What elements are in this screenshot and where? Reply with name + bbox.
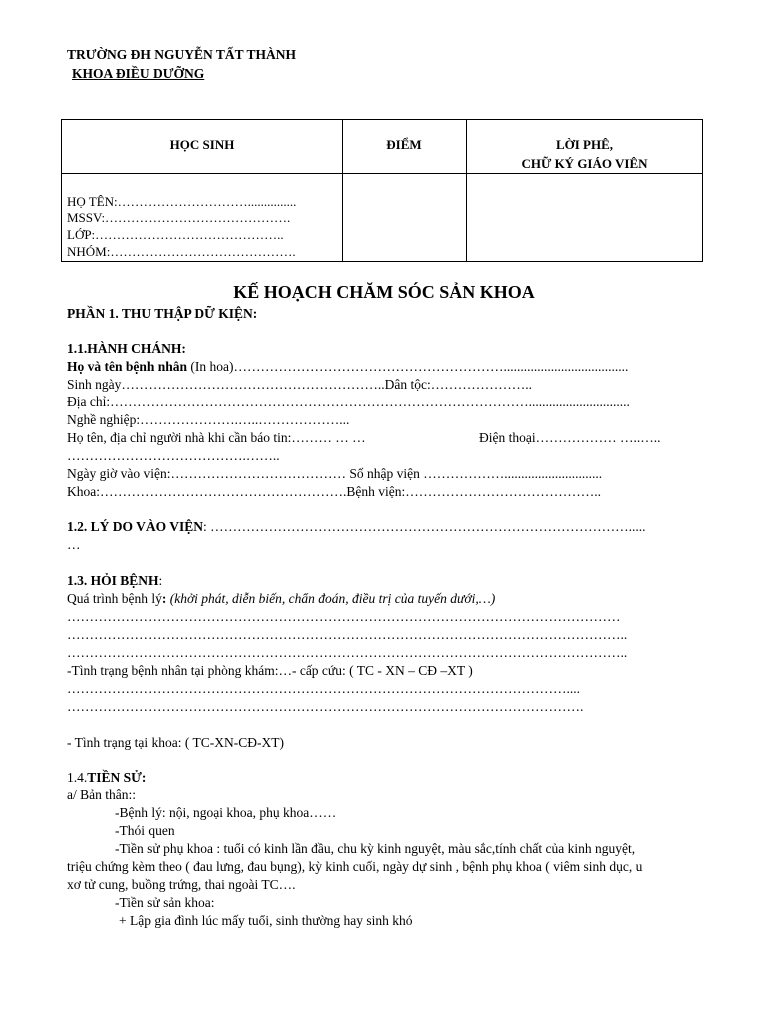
obstetric-history-line: -Tiền sử sản khoa: bbox=[115, 895, 215, 910]
col-header-signature: CHỮ KÝ GIÁO VIÊN bbox=[521, 156, 648, 171]
section-1-3-line bbox=[67, 573, 162, 589]
history-dots-3: …………………………………………………………………………………………………………….. bbox=[67, 645, 628, 660]
job-line: Nghề nghiệp:………………….…..………………... bbox=[67, 412, 350, 427]
col-header-student: HỌC SINH bbox=[169, 137, 235, 152]
self-history-line: a/ Bản thân:: bbox=[67, 787, 136, 802]
history-label: Quá trình bệnh lý bbox=[67, 591, 162, 606]
col-header-score: ĐIỂM bbox=[386, 137, 422, 152]
student-id-field: MSSV:……………………………………. bbox=[67, 210, 291, 225]
relative-continued-line: ………………………………….…….. bbox=[67, 448, 280, 463]
document-title: KẾ HOẠCH CHĂM SÓC SẢN KHOA bbox=[233, 282, 535, 302]
history-dots-2: …………………………………………………………………………………………………………….. bbox=[67, 627, 628, 642]
grade-table bbox=[61, 119, 703, 262]
part-heading: PHẦN 1. THU THẬP DỮ KIỆN: bbox=[67, 306, 258, 321]
section-1-3-colon: : bbox=[158, 573, 163, 588]
history-colon: : bbox=[161, 591, 170, 606]
student-name-field: HỌ TÊN:…………………………............... bbox=[67, 194, 297, 209]
faculty-name: KHOA ĐIỀU DƯỠNG bbox=[72, 66, 205, 81]
disease-line: -Bệnh lý: nội, ngoại khoa, phụ khoa…… bbox=[115, 805, 337, 820]
obstetric-history-item: + Lập gia đình lúc mấy tuổi, sinh thường hay sinh khó bbox=[119, 913, 413, 928]
department-line: Khoa:……………………………………………….Bệnh viện:…………………………………….. bbox=[67, 484, 601, 499]
clinic-status-line: -Tình trạng bệnh nhân tại phòng khám:…- cấp cứu: ( TC - XN – CĐ –XT ) bbox=[67, 663, 473, 678]
reason-dots: : …………………………………………………………………………………..... bbox=[203, 519, 646, 534]
patient-name-line bbox=[67, 359, 628, 375]
section-1-3-heading: 1.3. HỎI BỆNH bbox=[67, 573, 159, 588]
section-1-2-heading: 1.2. LÝ DO VÀO VIỆN bbox=[67, 519, 204, 534]
school-name: TRƯỜNG ĐH NGUYỄN TẤT THÀNH bbox=[67, 47, 297, 62]
col-header-comment: LỜI PHÊ, bbox=[555, 137, 614, 152]
history-line bbox=[67, 591, 495, 607]
dob-line: Sinh ngày…………………………………………………..Dân tộc:………………….. bbox=[67, 377, 532, 392]
clinic-dots-1: ………………………………………………………………………………………………….... bbox=[67, 681, 580, 696]
ward-status-line: - Tình trạng tại khoa: ( TC-XN-CĐ-XT) bbox=[67, 735, 284, 750]
gyn-history-line-1: -Tiền sử phụ khoa : tuổi có kinh lần đầu, chu kỳ kinh nguyệt, màu sắc,tính chất của kinh nguyệt, bbox=[115, 841, 636, 856]
admission-line: Ngày giờ vào viện:………………………………… Số nhập viện ………………............................. bbox=[67, 466, 603, 481]
address-line: Địa chỉ:………………………………………………………………………………….............................. bbox=[67, 394, 630, 409]
section-1-4-line bbox=[67, 770, 146, 786]
reason-continued: … bbox=[67, 537, 81, 552]
section-1-4-heading: TIỀN SỬ: bbox=[87, 770, 147, 785]
history-hint: (khởi phát, diễn biến, chẩn đoán, điều trị của tuyến dưới,…) bbox=[169, 591, 496, 606]
patient-name-label: Họ và tên bệnh nhân bbox=[67, 359, 188, 374]
phone-line: Điện thoại……………… …..….. bbox=[479, 430, 661, 445]
student-class-field: LỚP:…………………………………….. bbox=[67, 227, 284, 242]
clinic-dots-2: ……………………………………………………………………………………………………. bbox=[67, 699, 584, 714]
section-1-4-number: 1.4. bbox=[67, 770, 88, 785]
gyn-history-line-2: triệu chứng kèm theo ( đau lưng, đau bụng), kỳ kinh cuối, ngày dự sinh , bệnh phụ khoa ( viêm sinh dục, u bbox=[67, 859, 643, 874]
gyn-history-line-3: xơ tử cung, buồng trứng, thai ngoài TC…. bbox=[67, 877, 296, 892]
patient-name-hint: (In hoa)……………………………………………………..................................... bbox=[187, 359, 629, 374]
habits-line: -Thói quen bbox=[115, 823, 175, 838]
section-1-1-heading: 1.1.HÀNH CHÁNH: bbox=[67, 341, 186, 356]
history-dots-1: …………………………………………………………………………………………………………… bbox=[67, 609, 621, 624]
reason-line bbox=[67, 519, 646, 535]
table-divider bbox=[62, 173, 702, 174]
relative-line: Họ tên, địa chỉ người nhà khi cần báo tin:……… … … bbox=[67, 430, 366, 445]
student-group-field: NHÓM:……………………………………. bbox=[67, 244, 296, 259]
